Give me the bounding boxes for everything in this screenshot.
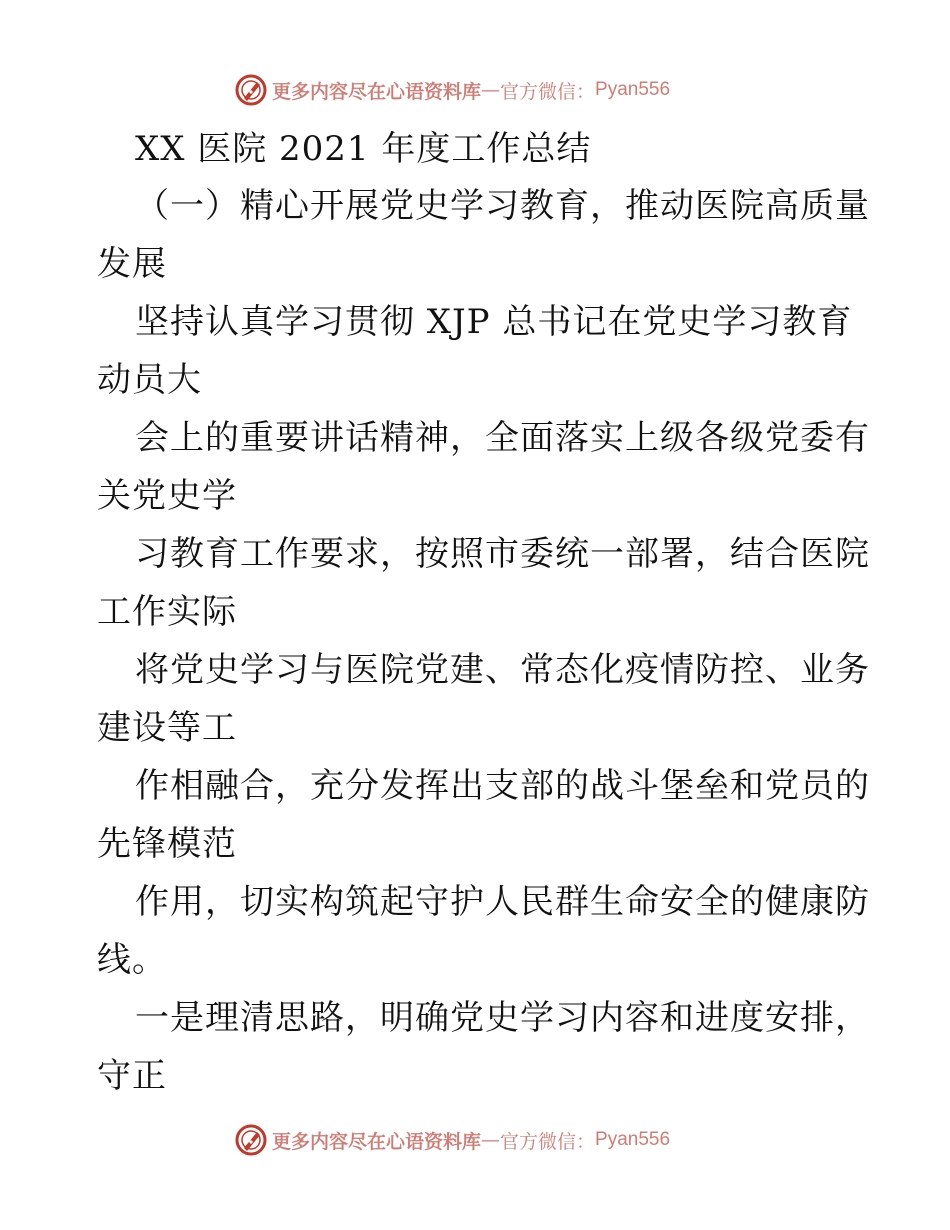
paragraph-line-continuation: 线。 <box>97 940 167 980</box>
paragraph-line: 会上的重要讲话精神，全面落实上级各级党委有 <box>135 418 870 458</box>
section-heading-continuation: 发展 <box>97 244 167 284</box>
watermark-label: 官方微信： <box>500 80 596 103</box>
paragraph-line: 一是理清思路，明确党史学习内容和进度安排， <box>135 998 870 1038</box>
paragraph-line: 将党史学习与医院党建、常态化疫情防控、业务 <box>135 650 870 690</box>
paragraph-line-continuation: 工作实际 <box>97 592 237 632</box>
watermark-separator: — <box>481 1129 501 1151</box>
section-heading-line: （一）精心开展党史学习教育，推动医院高质量 <box>135 186 870 226</box>
paragraph-line-continuation: 建设等工 <box>97 708 237 748</box>
pen-nib-circle-logo-icon <box>234 1123 268 1157</box>
watermark-wechat-id: Pyan556 <box>595 79 671 100</box>
paragraph-line-continuation: 先锋模范 <box>97 824 237 864</box>
paragraph-line: 作相融合，充分发挥出支部的战斗堡垒和党员的 <box>135 766 870 806</box>
paragraph-line: 坚持认真学习贯彻 XJP 总书记在党史学习教育 <box>135 302 853 342</box>
watermark-header <box>234 72 670 108</box>
watermark-label: 官方微信： <box>500 1130 596 1153</box>
watermark-main-text: 更多内容尽在心语资料库 <box>272 80 482 103</box>
paragraph-line-continuation: 关党史学 <box>97 476 237 516</box>
pen-nib-circle-logo-icon <box>234 73 268 107</box>
watermark-main-text: 更多内容尽在心语资料库 <box>272 1130 482 1153</box>
paragraph-line-continuation: 动员大 <box>97 360 202 400</box>
paragraph-line: 作用，切实构筑起守护人民群生命安全的健康防 <box>135 882 870 922</box>
watermark-footer <box>234 1122 670 1158</box>
watermark-wechat-id: Pyan556 <box>595 1129 671 1150</box>
paragraph-line: 习教育工作要求，按照市委统一部署，结合医院 <box>135 534 870 574</box>
paragraph-line-continuation: 守正 <box>97 1056 167 1096</box>
document-title: XX 医院 2021 年度工作总结 <box>135 129 592 169</box>
watermark-separator: — <box>481 79 501 101</box>
